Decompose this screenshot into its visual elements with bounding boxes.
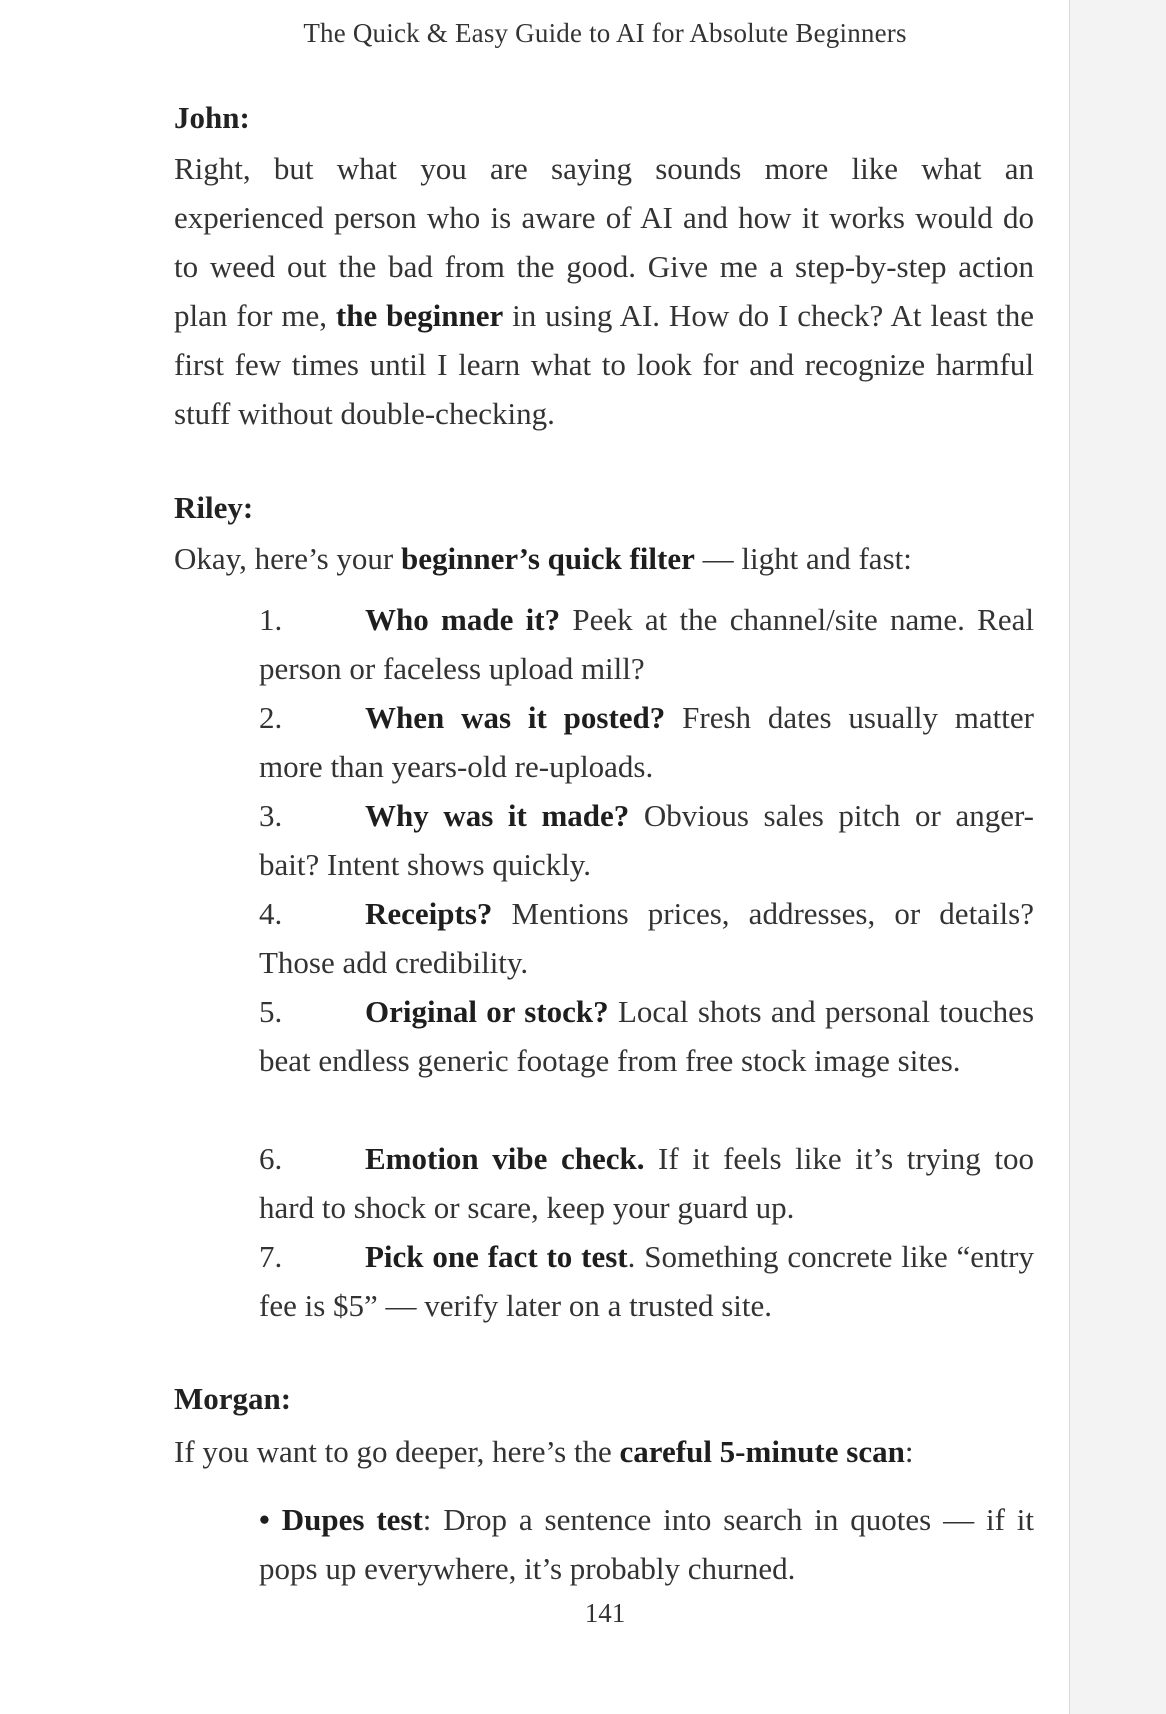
running-header: The Quick & Easy Guide to AI for Absolute Beginners <box>303 18 907 48</box>
morgan-intro-text-1: If you want to go deeper, here’s the <box>174 1434 620 1469</box>
list-item <box>259 595 1034 693</box>
bullet-dot-icon: • <box>259 1502 270 1537</box>
list-item <box>259 1134 1034 1232</box>
list-item-bold: Pick one fact to test <box>365 1239 628 1274</box>
speaker-morgan: Morgan: <box>174 1381 292 1416</box>
list-item-bold: When was it posted? <box>365 700 666 735</box>
bullet-item-text: : Drop a sentence into search in quotes — if it pops up everywhere, it’s probably churned. <box>259 1502 1034 1586</box>
riley-intro-text-1: Okay, here’s your <box>174 541 401 576</box>
john-paragraph <box>174 144 1034 438</box>
john-text-1: Right, but what you are saying sounds more like what an experienced person who is aware of AI and how it works would do to weed out the bad from the good. Give me a step-by-step action plan for me, <box>174 151 1034 333</box>
list-item-number: 7. <box>259 1239 283 1274</box>
list-item-bold: Why was it made? <box>365 798 630 833</box>
morgan-intro <box>174 1427 1034 1476</box>
list-item-number: 6. <box>259 1141 283 1176</box>
list-item-text: Mentions prices, addresses, or details? Those add credibility. <box>259 896 1034 980</box>
riley-intro-bold: beginner’s quick filter <box>400 541 695 576</box>
list-item <box>259 693 1034 791</box>
list-item-text: Obvious sales pitch or anger-bait? Intent shows quickly. <box>259 798 1034 882</box>
list-item <box>259 889 1034 987</box>
john-bold: the beginner <box>335 298 504 333</box>
speaker-john: John: <box>174 100 250 135</box>
list-item <box>259 987 1034 1085</box>
morgan-intro-text-2: : <box>904 1434 914 1469</box>
list-item-number: 2. <box>259 700 283 735</box>
list-item-number: 4. <box>259 896 283 931</box>
speaker-riley: Riley: <box>174 490 254 525</box>
list-item-number: 1. <box>259 602 283 637</box>
list-item-text: If it feels like it’s trying too hard to shock or scare, keep your guard up. <box>259 1141 1034 1225</box>
list-item-bold: Who made it? <box>365 602 561 637</box>
list-item-bold: Emotion vibe check. <box>365 1141 645 1176</box>
riley-intro-text-2: — light and fast: <box>694 541 912 576</box>
bullet-item-bold: Dupes test <box>281 1502 423 1537</box>
list-item-bold: Original or stock? <box>365 994 609 1029</box>
list-item <box>259 1232 1034 1330</box>
list-item-number: 3. <box>259 798 283 833</box>
list-item-number: 5. <box>259 994 283 1029</box>
page-number: 141 <box>584 1598 626 1628</box>
morgan-intro-bold: careful 5-minute scan <box>619 1434 905 1469</box>
list-item-bold: Receipts? <box>365 896 493 931</box>
list-item-text: Local shots and personal touches beat endless generic footage from free stock image sites. <box>259 994 1035 1078</box>
john-text-2: in using AI. How do I check? At least the first few times until I learn what to look for and recognize harmful stuff without double-checking. <box>174 298 1035 431</box>
list-item <box>259 791 1034 889</box>
bullet-item <box>259 1495 1034 1593</box>
list-item-text: . Something concrete like “entry fee is $5” — verify later on a trusted site. <box>259 1239 1034 1323</box>
page-edge <box>1069 0 1166 1714</box>
list-item-text: Fresh dates usually matter more than years-old re-uploads. <box>259 700 1034 784</box>
list-item-text: Peek at the channel/site name. Real person or faceless upload mill? <box>259 602 1034 686</box>
riley-intro <box>174 534 1034 583</box>
